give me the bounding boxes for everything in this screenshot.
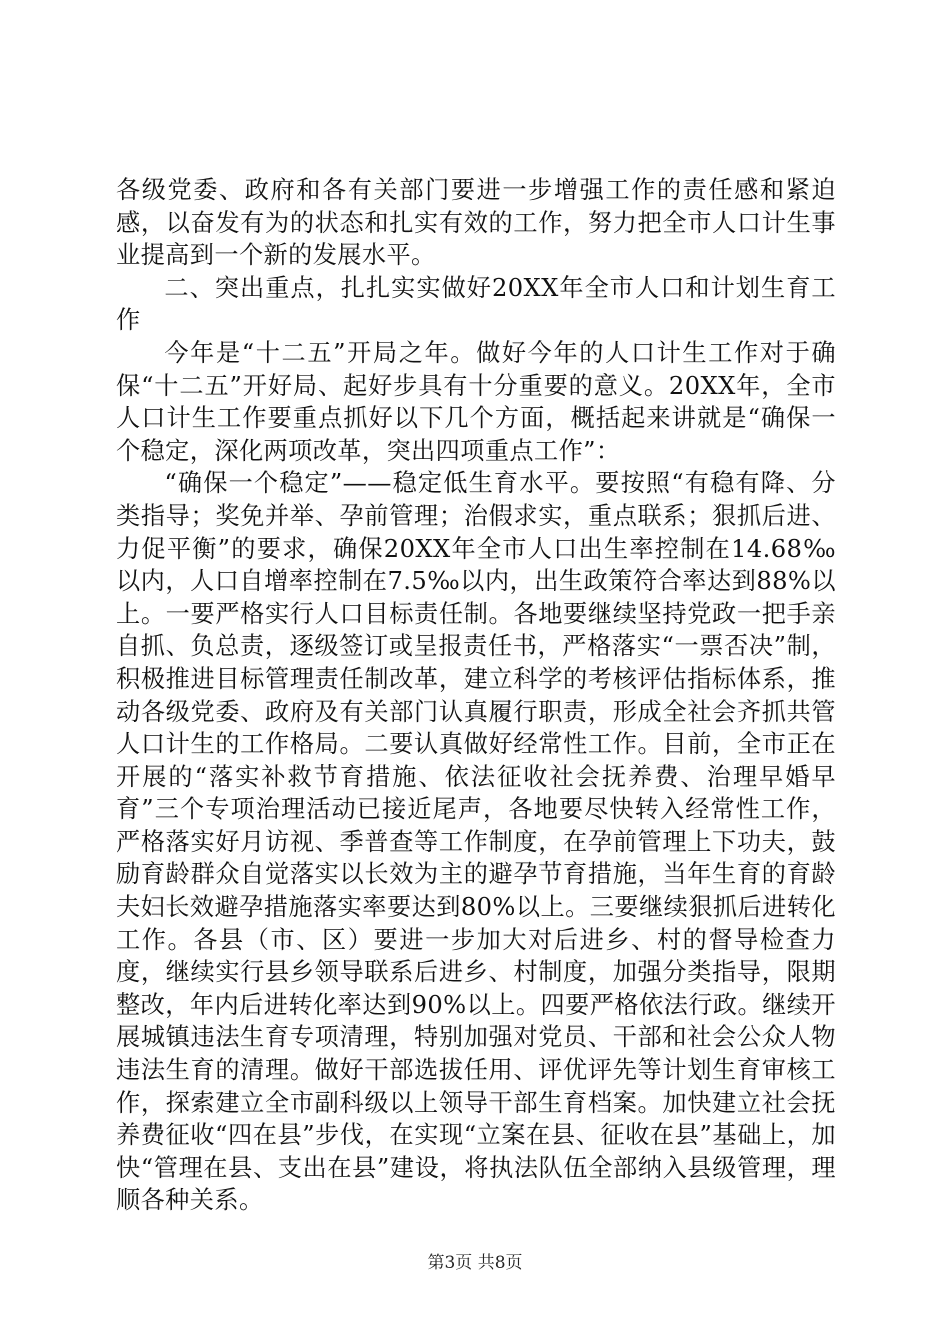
paragraph-stability: “确保一个稳定”——稳定低生育水平。要按照“有稳有降、分类指导；奖免并举、孕前管理；治假求实，重点联系；狠抓后进、力促平衡”的要求，确保20XX年全市人口出生率控制在14.68‰以内，人口自增率控制在7.5‰以内，出生政策符合率达到88%以上。一要严格实行人口目标责任制。各地要继续坚持党政一把手亲自抓、负总责，逐级签订或呈报责任书，严格落实“一票否决”制，积极推进目标管理责任制改革，建立科学的考核评估指标体系，推动各级党委、政府及有关部门认真履行职责，形成全社会齐抓共管人口计生的工作格局。二要认真做好经常性工作。目前，全市正在开展的“落实补救节育措施、依法征收社会抚养费、治理早婚早育”三个专项治理活动已接近尾声，各地要尽快转入经常性工作，严格落实好月访视、季普查等工作制度，在孕前管理上下功夫，鼓励育龄群众自觉落实以长效为主的避孕节育措施，当年生育的育龄夫妇长效避孕措施落实率要达到80%以上。三要继续狠抓后进转化工作。各县（市、区）要进一步加大对后进乡、村的督导检查力度，继续实行县乡领导联系后进乡、村制度，加强分类指导，限期整改，年内后进转化率达到90%以上。四要严格依法行政。继续开展城镇违法生育专项清理，特别加强对党员、干部和社会公众人物违法生育的清理。做好干部选拔任用、评优评先等计划生育审核工作，探索建立全市副科级以上领导干部生育档案。加快建立社会抚养费征收“四在县”步伐，在实现“立案在县、征收在县”基础上，加快“管理在县、支出在县”建设，将执法队伍全部纳入县级管理，理顺各种关系。 xyxy=(116,469,836,1215)
paragraph-continuation: 各级党委、政府和各有关部门要进一步增强工作的责任感和紧迫感，以奋发有为的状态和扎实有效的工作，努力把全市人口计生事业提高到一个新的发展水平。 xyxy=(116,176,836,270)
paragraph-intro: 今年是“十二五”开局之年。做好今年的人口计生工作对于确保“十二五”开好局、起好步具有十分重要的意义。20XX年，全市人口计生工作要重点抓好以下几个方面，概括起来讲就是“确保一个稳定，深化两项改革，突出四项重点工作”： xyxy=(116,338,836,465)
section-heading: 二、突出重点，扎扎实实做好20XX年全市人口和计划生育工作 xyxy=(116,273,836,335)
document-body xyxy=(116,174,836,1217)
page-number-footer: 第3页 共8页 xyxy=(427,1253,523,1273)
